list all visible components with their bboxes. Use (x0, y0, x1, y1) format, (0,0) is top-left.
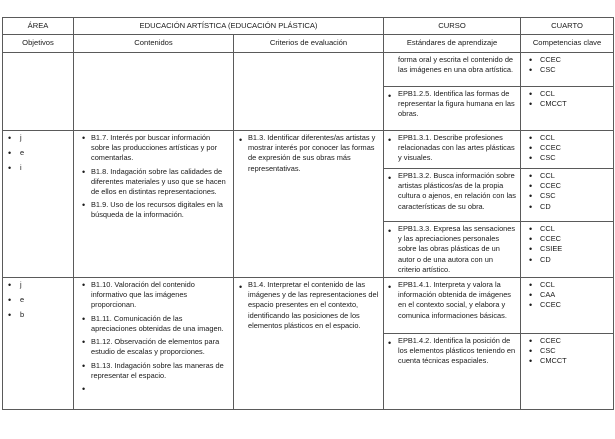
contenido-item: • B1.12. Observación de elementos para estudio de escalas y proporciones. (91, 337, 230, 357)
curriculum-table (2, 17, 614, 410)
table-row (3, 278, 614, 334)
standard-cell: • EPB1.3.3. Expresa las sensaciones y las apreciaciones personales sobre las obras plásticas de un autor o de una autora con un criterio artístico. (384, 221, 521, 277)
course-label: CURSO (384, 18, 521, 35)
col-contenidos: Contenidos (74, 35, 234, 52)
competencia-item: • CCEC (540, 143, 610, 153)
table-row (3, 130, 614, 168)
competencia-item: • CSC (540, 191, 610, 201)
competencia-item: • CMCCT (540, 356, 610, 366)
competencia-item: • CD (540, 255, 610, 265)
competencia-item: • CCEC (540, 234, 610, 244)
competencia-item: • CSC (540, 153, 610, 163)
objetivo-item: • b (20, 310, 70, 320)
competencias-cell (521, 130, 614, 168)
subject-title: EDUCACIÓN ARTÍSTICA (EDUCACIÓN PLÁSTICA) (74, 18, 384, 35)
course-value: CUARTO (521, 18, 614, 35)
contenido-item (91, 384, 230, 394)
competencia-item: • CCEC (540, 300, 610, 310)
competencia-item: • CSC (540, 346, 610, 356)
competencias-cell (521, 278, 614, 334)
competencia-item: • CAA (540, 290, 610, 300)
criterio-cell: • B1.3. Identificar diferentes/as artistas y mostrar interés por conocer las formas de expresión de sus obras más representativas. (234, 130, 384, 277)
competencias-cell (521, 334, 614, 410)
competencia-item: • CSC (540, 65, 610, 75)
standard-cell: • EPB1.4.2. Identifica la posición de los elementos plásticos teniendo en cuenta técnicas espaciales. (384, 334, 521, 410)
competencia-item: • CCEC (540, 181, 610, 191)
contenidos-cell (74, 130, 234, 277)
standard-cell: • EPB1.4.1. Interpreta y valora la información obtenida de imágenes en el contexto social, y elabora y comunica informaciones básicas. (384, 278, 521, 334)
contenido-item: • B1.10. Valoración del contenido informativo que las imágenes proporcionan. (91, 280, 230, 311)
competencias-cell (521, 52, 614, 86)
objetivo-item: • e (20, 148, 70, 158)
competencia-item: • CCL (540, 171, 610, 181)
area-label: ÁREA (3, 18, 74, 35)
standard-cell: forma oral y escrita el contenido de las imágenes en una obra artística. (384, 52, 521, 86)
contenido-item: • B1.8. Indagación sobre las calidades de diferentes materiales y uso que se hacen de ellos en distintas representaciones. (91, 167, 230, 198)
competencia-item: • CSIEE (540, 244, 610, 254)
col-estandares: Estándares de aprendizaje (384, 35, 521, 52)
contenido-item: • B1.7. Interés por buscar información sobre las producciones artísticas y por comentarlas. (91, 133, 230, 164)
contenido-item: • B1.13. Indagación sobre las maneras de representar el espacio. (91, 361, 230, 381)
objetivo-item: • e (20, 295, 70, 305)
objetivos-cell (3, 278, 74, 410)
contenido-item: • B1.11. Comunicación de las apreciaciones obtenidas de una imagen. (91, 314, 230, 334)
competencia-item: • CCEC (540, 55, 610, 65)
competencias-cell (521, 168, 614, 221)
competencia-item: • CCL (540, 224, 610, 234)
competencia-item: • CCL (540, 89, 610, 99)
criterio-cell (234, 52, 384, 130)
standard-cell: • EPB1.3.2. Busca información sobre artistas plásticos/as de la propia cultura o ajenos, en relación con las características de su obra. (384, 168, 521, 221)
competencia-item: • CD (540, 202, 610, 212)
objetivo-item: • i (20, 163, 70, 173)
competencia-item: • CMCCT (540, 99, 610, 109)
competencia-item: • CCEC (540, 336, 610, 346)
standard-cell: • EPB1.3.1. Describe profesiones relacionadas con las artes plásticas y visuales. (384, 130, 521, 168)
objetivo-item: • j (20, 133, 70, 143)
table-row (3, 52, 614, 86)
competencias-cell (521, 221, 614, 277)
contenidos-cell (74, 278, 234, 410)
standard-cell: • EPB1.2.5. Identifica las formas de representar la figura humana en las obras. (384, 86, 521, 130)
col-objetivos: Objetivos (3, 35, 74, 52)
column-header-row (3, 35, 614, 52)
col-criterios: Criterios de evaluación (234, 35, 384, 52)
objetivos-cell (3, 130, 74, 277)
competencias-cell (521, 86, 614, 130)
col-competencias: Competencias clave (521, 35, 614, 52)
contenidos-cell (74, 52, 234, 130)
competencia-item: • CCL (540, 280, 610, 290)
contenido-item: • B1.9. Uso de los recursos digitales en la búsqueda de la información. (91, 200, 230, 220)
criterio-cell: • B1.4. Interpretar el contenido de las imágenes y de las representaciones del espacio presentes en el contexto, identificando las posiciones de los elementos plásticos en el espacio. (234, 278, 384, 410)
header-row (3, 18, 614, 35)
objetivos-cell (3, 52, 74, 130)
competencia-item: • CCL (540, 133, 610, 143)
objetivo-item: • j (20, 280, 70, 290)
